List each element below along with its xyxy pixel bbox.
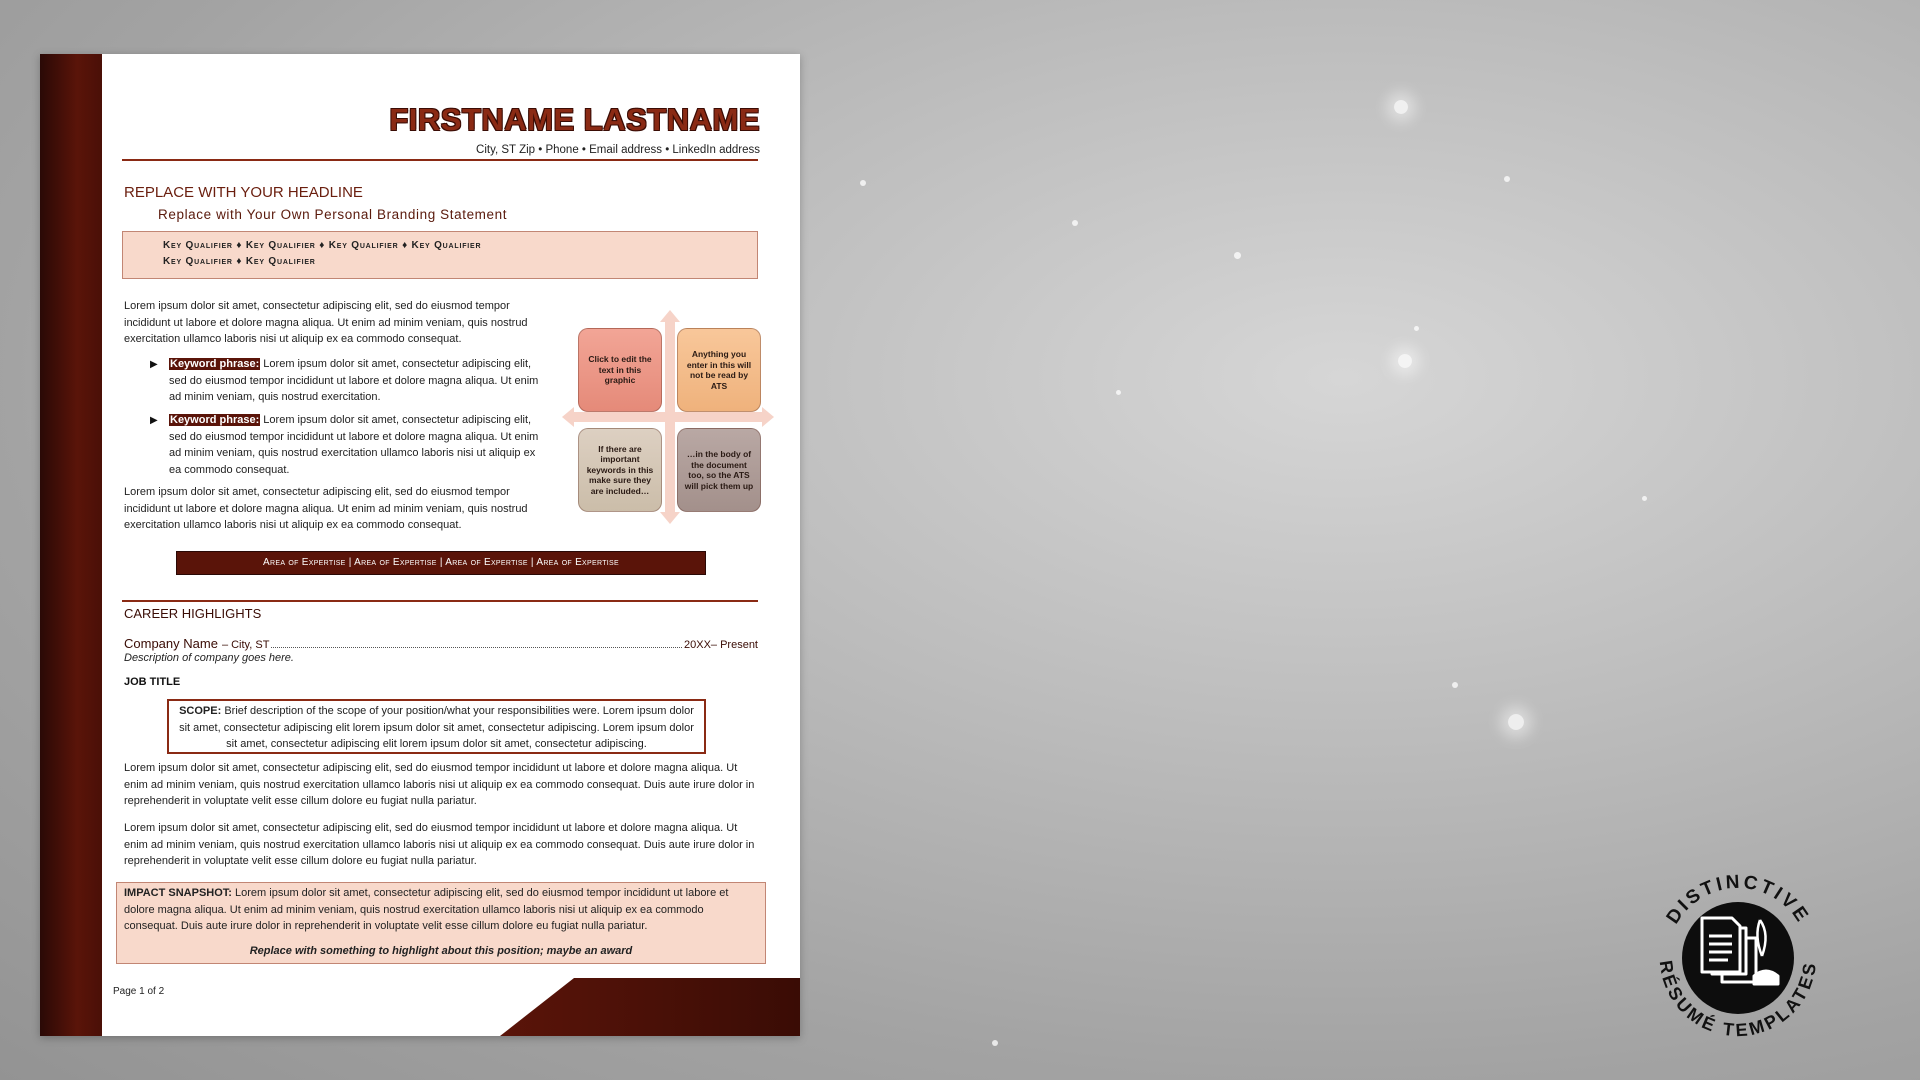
resume-content: [124, 54, 760, 1036]
bokeh-dot: [1398, 354, 1412, 368]
bokeh-dot: [1414, 326, 1419, 331]
headline[interactable]: REPLACE WITH YOUR HEADLINE: [124, 184, 363, 201]
scope-label: SCOPE:: [179, 705, 222, 717]
company-name[interactable]: Company Name: [124, 636, 218, 651]
bullet-text: Lorem ipsum dolor sit amet, consectetur adipiscing elit, sed do eiusmod tempor incididunt ut labore et dolore magna aliqua. Ut enim ad minim veniam, quis nostrud exercitation ullamco laboris nisi ut aliquip ex ea commodo consequat.: [169, 414, 539, 476]
logo-bottom-text: RÉSUMÉ TEMPLATES: [1655, 959, 1821, 1041]
distinctive-resume-templates-logo: [1638, 846, 1838, 1046]
bokeh-dot: [1508, 714, 1524, 730]
areas-of-expertise-bar[interactable]: Area of Expertise | Area of Expertise | Area of Expertise | Area of Expertise: [176, 551, 706, 575]
key-qualifiers-line[interactable]: Key Qualifier ♦ Key Qualifier ♦ Key Qualifier ♦ Key Qualifier: [163, 240, 482, 251]
graphic-quadrant-2[interactable]: Anything you enter in this will not be read by ATS: [677, 328, 761, 412]
branding-statement[interactable]: Replace with Your Own Personal Branding Statement: [158, 207, 508, 222]
keyword-phrase: Keyword phrase:: [170, 414, 260, 426]
bokeh-dot: [1394, 100, 1408, 114]
bullet-item[interactable]: [169, 412, 541, 478]
scope-box[interactable]: [167, 699, 706, 754]
resume-page: [40, 54, 800, 1036]
career-highlights-title[interactable]: CAREER HIGHLIGHTS: [124, 606, 262, 621]
bullet-item[interactable]: [169, 356, 541, 406]
bokeh-dot: [1234, 252, 1241, 259]
section-divider: [122, 600, 758, 602]
graphic-quadrant-3[interactable]: If there are important keywords in this make sure they are included…: [578, 428, 662, 512]
dotted-leader: [271, 647, 682, 648]
employment-dates[interactable]: 20XX– Present: [684, 639, 758, 651]
header-divider: [122, 159, 758, 161]
graphic-quadrant-1[interactable]: Click to edit the text in this graphic: [578, 328, 662, 412]
bokeh-dot: [1452, 682, 1458, 688]
keyword-phrase: Keyword phrase:: [170, 358, 260, 370]
company-city[interactable]: – City, ST: [221, 639, 270, 651]
arrow-up-icon: [660, 310, 680, 322]
career-paragraph[interactable]: Lorem ipsum dolor sit amet, consectetur adipiscing elit, sed do eiusmod tempor incididunt ut labore et dolore magna aliqua. Ut enim ad minim veniam, quis nostrud exercitation ullamco laboris nisi ut aliquip ex ea commodo consequat. Duis aute irure dolor in reprehenderit in voluptate velit esse cillum dolore eu fugiat nulla pariatur.: [124, 822, 755, 867]
quadrant-graphic[interactable]: [570, 310, 770, 524]
company-row: [124, 636, 758, 651]
key-qualifiers-line[interactable]: Key Qualifier ♦ Key Qualifier: [163, 256, 316, 267]
page-number: Page 1 of 2: [113, 986, 165, 997]
arrow-right-icon: [762, 407, 774, 427]
graphic-quadrant-4[interactable]: …in the body of the document too, so the ATS will pick them up: [677, 428, 761, 512]
candidate-name[interactable]: FIRSTNAME LASTNAME: [389, 102, 760, 137]
arrow-left-icon: [562, 407, 574, 427]
key-qualifiers-box: [122, 231, 758, 279]
bokeh-dot: [1504, 176, 1510, 182]
intro-paragraph[interactable]: Lorem ipsum dolor sit amet, consectetur adipiscing elit, sed do eiusmod tempor incididunt ut labore et dolore magna aliqua. Ut enim ad minim veniam, quis nostrud exercitation ullamco laboris nisi ut aliquip ex ea commodo consequat.: [124, 300, 528, 345]
bokeh-dot: [992, 1040, 998, 1046]
second-paragraph[interactable]: Lorem ipsum dolor sit amet, consectetur adipiscing elit, sed do eiusmod tempor incididunt ut labore et dolore magna aliqua. Ut enim ad minim veniam, quis nostrud exercitation ullamco laboris nisi ut aliquip ex ea commodo consequat.: [124, 486, 528, 531]
bokeh-dot: [1072, 220, 1078, 226]
logo-svg: [1638, 846, 1838, 1046]
job-title[interactable]: JOB TITLE: [124, 676, 181, 688]
bokeh-dot: [1642, 496, 1647, 501]
contact-line[interactable]: City, ST Zip • Phone • Email address • LinkedIn address: [476, 144, 760, 156]
career-paragraph[interactable]: Lorem ipsum dolor sit amet, consectetur adipiscing elit, sed do eiusmod tempor incididunt ut labore et dolore magna aliqua. Ut enim ad minim veniam, quis nostrud exercitation ullamco laboris nisi ut aliquip ex ea commodo consequat. Duis aute irure dolor in reprehenderit in voluptate velit esse cillum dolore eu fugiat nulla pariatur.: [124, 762, 755, 807]
company-description[interactable]: Description of company goes here.: [124, 652, 294, 664]
bullet-text: Lorem ipsum dolor sit amet, consectetur adipiscing elit, sed do eiusmod tempor incididunt ut labore et dolore magna aliqua. Ut enim ad minim veniam, quis nostrud exercitation.: [169, 358, 539, 403]
impact-text: Lorem ipsum dolor sit amet, consectetur adipiscing elit, sed do eiusmod tempor incididunt ut labore et dolore magna aliqua. Ut enim ad minim veniam, quis nostrud exercitation ullamco laboris nisi ut aliquip ex ea commodo consequat. Duis aute irure dolor in reprehenderit in voluptate velit esse cillum dolore eu fugiat nulla pariatur.: [124, 887, 729, 932]
impact-label: IMPACT SNAPSHOT:: [124, 887, 232, 899]
bokeh-dot: [860, 180, 866, 186]
graphic-arrow-horizontal: [570, 412, 764, 422]
scope-text: Brief description of the scope of your position/what your responsibilities were. Lorem ipsum dolor sit amet, consectetur adipiscing elit lorem ipsum dolor sit amet, consectetur adipiscing. Lorem ipsum dolor sit amet, consectetur adipiscing elit lorem ipsum dolor sit amet, consectetur adipiscing.: [179, 705, 694, 750]
bullet-arrow-icon: ▶: [150, 359, 158, 370]
impact-snapshot-box[interactable]: [116, 882, 766, 964]
impact-award: Replace with something to highlight about this position; maybe an award: [249, 945, 633, 957]
logo-top-text: DISTINCTIVE: [1662, 871, 1814, 928]
bullet-arrow-icon: ▶: [150, 415, 158, 426]
side-accent-bar: [40, 54, 102, 1036]
arrow-down-icon: [660, 512, 680, 524]
bokeh-dot: [1116, 390, 1121, 395]
